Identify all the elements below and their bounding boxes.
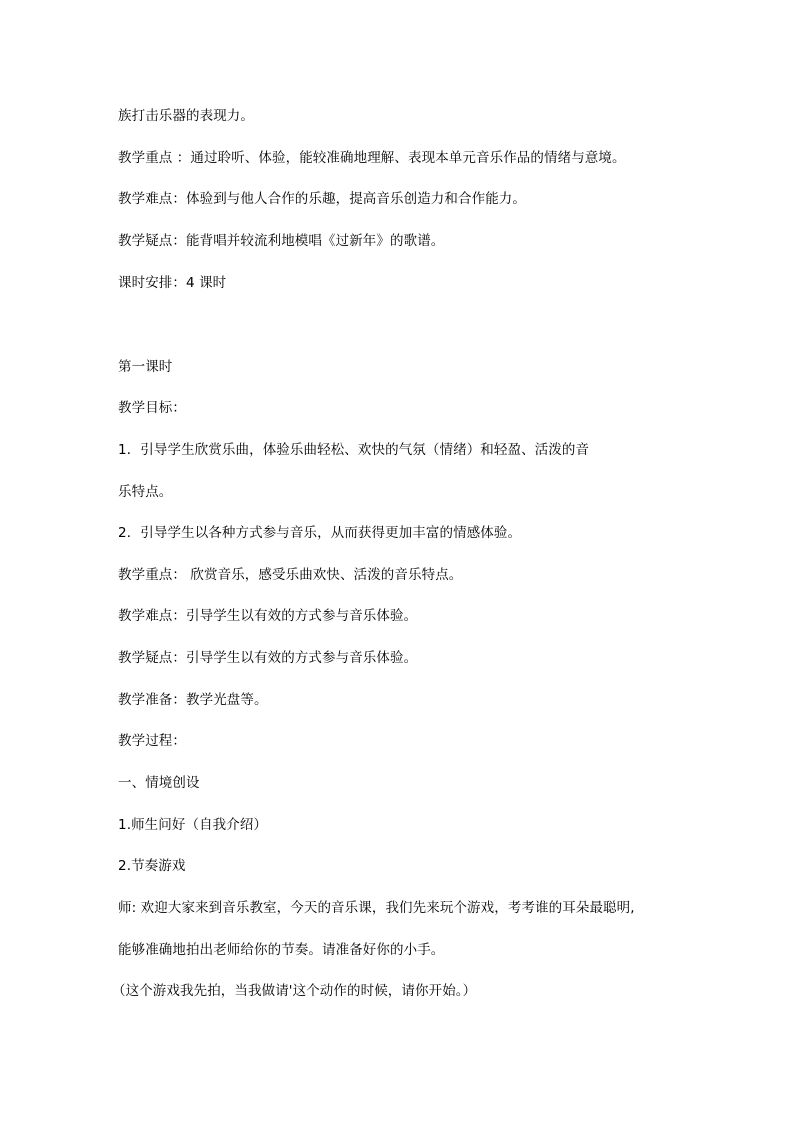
section-heading: 第一课时 (118, 359, 173, 375)
text-line: 教学疑点：引导学生以有效的方式参与音乐体验。 (118, 650, 418, 666)
text-line: 2.节奏游戏 (118, 858, 186, 874)
text-line: 教学过程： (118, 733, 186, 749)
text-line: 教学疑点：能背唱并较流利地模唱《过新年》的歌谱。 (118, 233, 445, 249)
text-line: 族打击乐器的表现力。 (118, 108, 254, 124)
text-line: 1．引导学生欣赏乐曲，体验乐曲轻松、欢快的气氛（情绪）和轻盈、活泼的音 (118, 442, 590, 458)
text-line: 教学难点：体验到与他人合作的乐趣，提高音乐创造力和合作能力。 (118, 191, 526, 207)
text-line: 能够准确地拍出老师给你的节奏。请准备好你的小手。 (118, 942, 445, 958)
text-line: 教学重点： 欣赏音乐，感受乐曲欢快、活泼的音乐特点。 (118, 567, 463, 583)
text-line: 教学目标： (118, 400, 186, 416)
text-line: 课时安排：4 课时 (118, 275, 227, 291)
text-line: 乐特点。 (118, 484, 173, 500)
text-line: 教学准备：教学光盘等。 (118, 692, 268, 708)
text-line: 2．引导学生以各种方式参与音乐，从而获得更加丰富的情感体验。 (118, 525, 522, 541)
text-line: 师: 欢迎大家来到音乐教室，今天的音乐课，我们先来玩个游戏，考考谁的耳朵最聪明, (118, 900, 635, 916)
text-line: （这个游戏我先拍，当我做请'这个动作的时候，请你开始。） (112, 983, 477, 999)
text-line: 1.师生问好（自我介绍） (118, 817, 268, 833)
text-line: 教学重点 ：通过聆听、体验，能较准确地理解、表现本单元音乐作品的情绪与意境。 (118, 150, 626, 166)
text-line: 教学难点：引导学生以有效的方式参与音乐体验。 (118, 608, 418, 624)
text-line: 一、情境创设 (118, 775, 200, 791)
